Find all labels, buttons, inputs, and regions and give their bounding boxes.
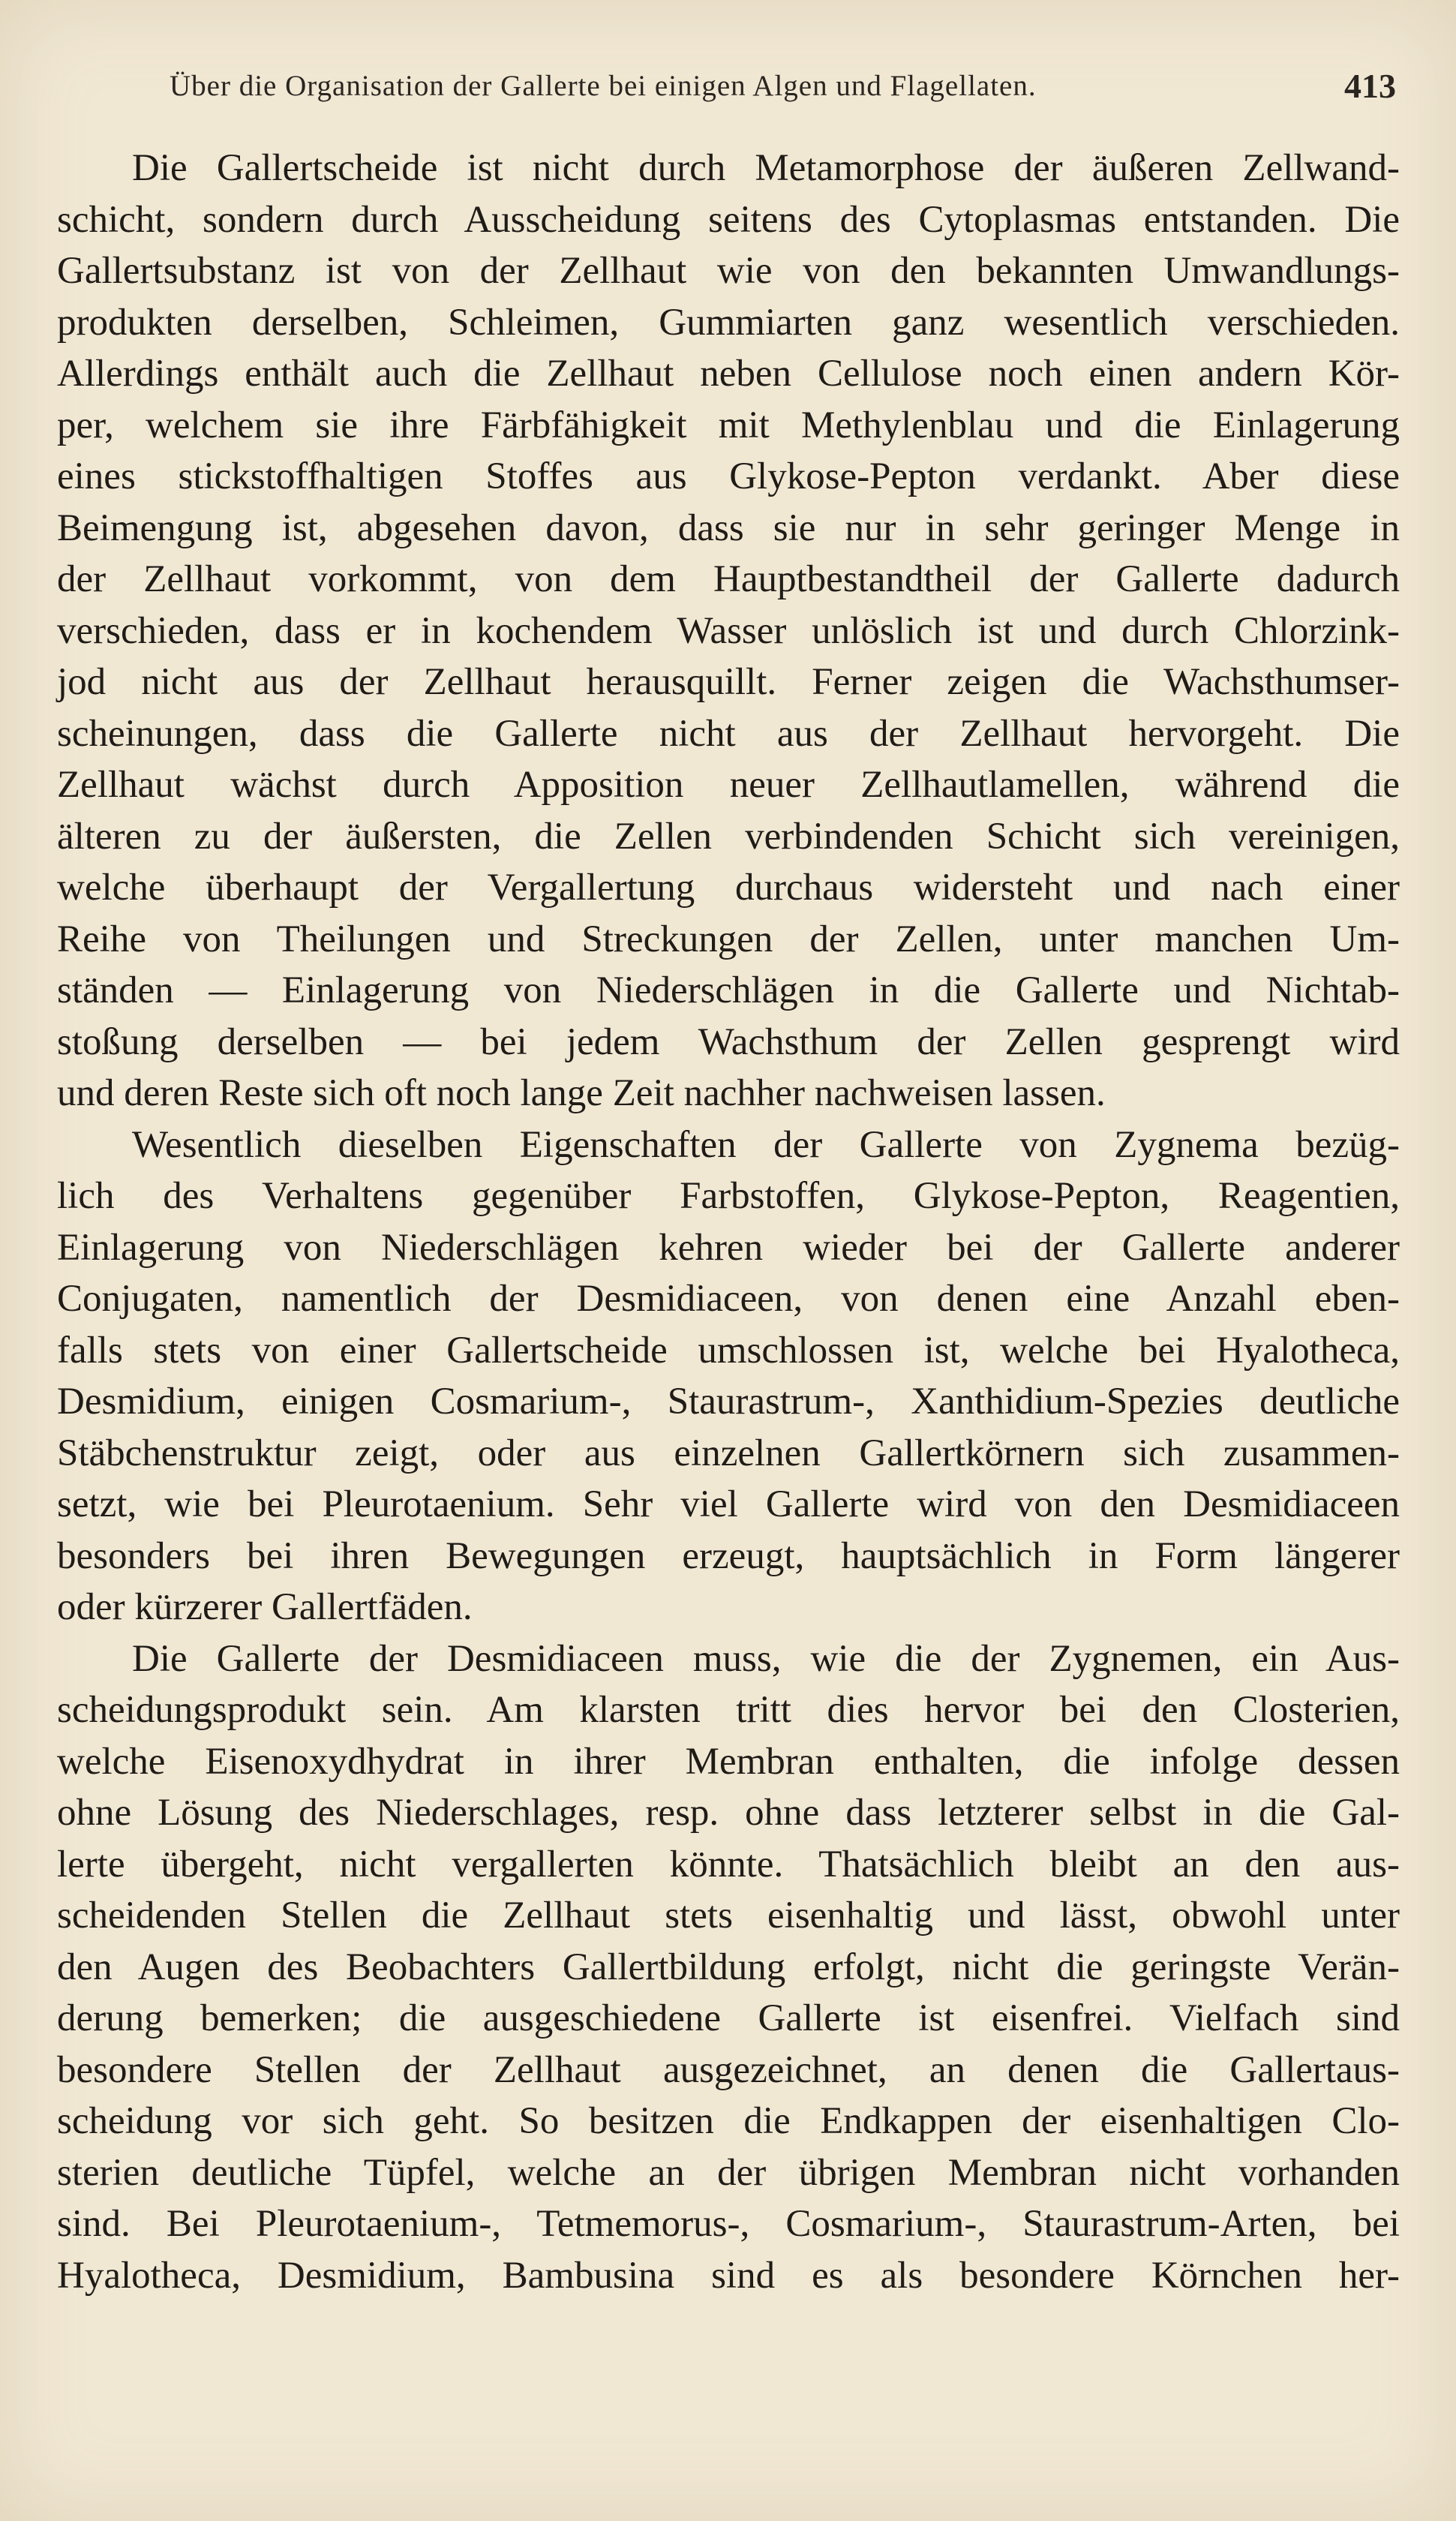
text-line: produkten derselben, Schleimen, Gummiarten ganz wesentlich verschieden.	[57, 301, 1400, 344]
text-line: Stäbchenstruktur zeigt, oder aus einzelnen Gallertkörnern sich zusammen-	[57, 1432, 1400, 1474]
text-line: den Augen des Beobachters Gallertbildung erfolgt, nicht die geringste Verän-	[57, 1946, 1400, 1988]
text-line: Beimengung ist, abgesehen davon, dass sie nur in sehr geringer Menge in	[57, 506, 1400, 549]
text-line: sterien deutliche Tüpfel, welche an der übrigen Membran nicht vorhanden	[57, 2151, 1400, 2194]
text-line: Zellhaut wächst durch Apposition neuer Zellhautlamellen, während die	[57, 764, 1400, 806]
paragraph-1	[57, 143, 1400, 1119]
text-line: falls stets von einer Gallertscheide umschlossen ist, welche bei Hyalotheca,	[57, 1329, 1400, 1372]
text-line: und deren Reste sich oft noch lange Zeit nachher nachweisen lassen.	[57, 1072, 1106, 1114]
text-line: jod nicht aus der Zellhaut herausquillt. Ferner zeigen die Wachsthumser-	[57, 661, 1400, 703]
text-line: stoßung derselben — bei jedem Wachsthum der Zellen gesprengt wird	[57, 1020, 1400, 1063]
text-line: sind. Bei Pleurotaenium-, Tetmemorus-, Cosmarium-, Staurastrum-Arten, bei	[57, 2203, 1400, 2245]
text-line: per, welchem sie ihre Färbfähigkeit mit Methylenblau und die Einlagerung	[57, 404, 1400, 446]
text-line: lich des Verhaltens gegenüber Farbstoffen, Glykose-Pepton, Reagentien,	[57, 1175, 1400, 1217]
text-line: Allerdings enthält auch die Zellhaut neben Cellulose noch einen andern Kör-	[57, 353, 1400, 395]
running-head: Über die Organisation der Gallerte bei einigen Algen und Flagellaten.	[170, 70, 1037, 102]
text-line: Conjugaten, namentlich der Desmidiaceen, von denen eine Anzahl eben-	[57, 1278, 1400, 1320]
text-line: Die Gallertscheide ist nicht durch Metamorphose der äußeren Zellwand-	[132, 147, 1400, 189]
text-line: Hyalotheca, Desmidium, Bambusina sind es als besondere Körnchen her-	[57, 2254, 1400, 2297]
text-line: Einlagerung von Niederschlägen kehren wieder bei der Gallerte anderer	[57, 1226, 1400, 1269]
text-line: oder kürzerer Gallertfäden.	[57, 1586, 473, 1628]
text-line: scheidenden Stellen die Zellhaut stets eisenhaltig und lässt, obwohl unter	[57, 1895, 1400, 1937]
text-line: der Zellhaut vorkommt, von dem Hauptbestandtheil der Gallerte dadurch	[57, 558, 1400, 600]
text-line: welche Eisenoxydhydrat in ihrer Membran enthalten, die infolge dessen	[57, 1740, 1400, 1783]
text-line: ständen — Einlagerung von Niederschlägen in die Gallerte und Nichtab-	[57, 969, 1400, 1011]
text-line: Desmidium, einigen Cosmarium-, Staurastrum-, Xanthidium-Spezies deutliche	[57, 1381, 1400, 1423]
text-line: älteren zu der äußersten, die Zellen verbindenden Schicht sich vereinigen,	[57, 815, 1400, 858]
paragraph-3	[57, 1633, 1400, 2302]
page-header	[57, 69, 1396, 122]
text-line: derung bemerken; die ausgeschiedene Gallerte ist eisenfrei. Vielfach sind	[57, 1997, 1400, 2039]
text-line: ohne Lösung des Niederschlages, resp. ohne dass letzterer selbst in die Gal-	[57, 1792, 1400, 1834]
text-line: verschieden, dass er in kochendem Wasser unlöslich ist und durch Chlorzink-	[57, 609, 1400, 652]
text-line: setzt, wie bei Pleurotaenium. Sehr viel Gallerte wird von den Desmidiaceen	[57, 1483, 1400, 1525]
text-line: schicht, sondern durch Ausscheidung seitens des Cytoplasmas entstanden. Die	[57, 198, 1400, 241]
text-line: scheidungsprodukt sein. Am klarsten tritt dies hervor bei den Closterien,	[57, 1689, 1400, 1731]
text-line: Reihe von Theilungen und Streckungen der Zellen, unter manchen Um-	[57, 918, 1400, 960]
text-line: besonders bei ihren Bewegungen erzeugt, hauptsächlich in Form längerer	[57, 1534, 1400, 1577]
text-line: scheinungen, dass die Gallerte nicht aus der Zellhaut hervorgeht. Die	[57, 712, 1400, 755]
text-line: scheidung vor sich geht. So besitzen die Endkappen der eisenhaltigen Clo-	[57, 2100, 1400, 2142]
text-line: eines stickstoffhaltigen Stoffes aus Glykose-Pepton verdankt. Aber diese	[57, 455, 1400, 497]
text-line: Wesentlich dieselben Eigenschaften der Gallerte von Zygnema bezüg-	[132, 1123, 1400, 1166]
body-text	[57, 143, 1400, 2301]
paragraph-2	[57, 1119, 1400, 1633]
text-line: Die Gallerte der Desmidiaceen muss, wie die der Zygnemen, ein Aus-	[132, 1637, 1400, 1680]
text-line: Gallertsubstanz ist von der Zellhaut wie von den bekannten Umwandlungs-	[57, 250, 1400, 292]
text-line: lerte übergeht, nicht vergallerten könnte. Thatsächlich bleibt an den aus-	[57, 1843, 1400, 1885]
page-number: 413	[1344, 67, 1396, 105]
text-line: besondere Stellen der Zellhaut ausgezeichnet, an denen die Gallertaus-	[57, 2048, 1400, 2091]
text-line: welche überhaupt der Vergallertung durchaus widersteht und nach einer	[57, 867, 1400, 909]
